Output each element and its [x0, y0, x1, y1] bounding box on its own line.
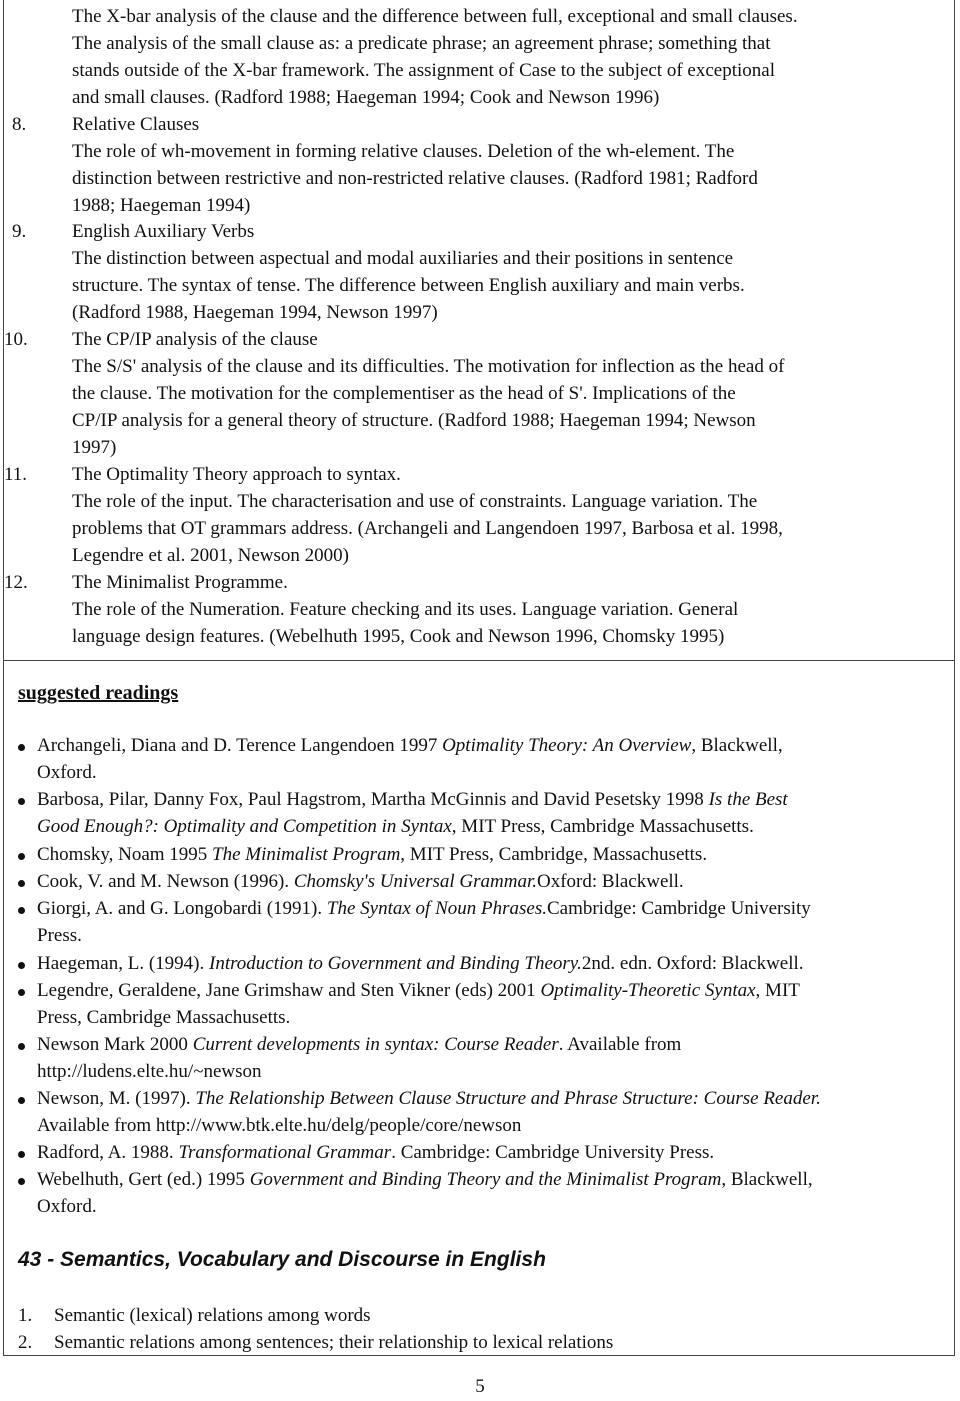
item-title: The CP/IP analysis of the clause [72, 329, 318, 350]
bullet-icon [18, 1151, 25, 1158]
item-title: Relative Clauses [72, 114, 200, 135]
text-line: The role of the input. The characterisation and use of constraints. Language variation. The [72, 490, 758, 512]
bullet-icon [18, 744, 25, 751]
text-line: problems that OT grammars address. (Archangeli and Langendoen 1997, Barbosa et al. 1998, [72, 517, 783, 539]
text-line: stands outside of the X-bar framework. The assignment of Case to the subject of exceptional [72, 59, 775, 81]
text-line: The role of wh-movement in forming relative clauses. Deletion of the wh-element. The [72, 140, 735, 162]
text-line: 1988; Haegeman 1994) [72, 194, 251, 216]
bullet-icon [18, 880, 25, 887]
readings-heading: suggested readings [18, 682, 179, 704]
topic-number: 1. [18, 1305, 33, 1326]
bullet-icon [18, 1097, 25, 1104]
text-line: The distinction between aspectual and modal auxiliaries and their positions in sentence [72, 247, 734, 269]
text-line: Legendre et al. 2001, Newson 2000) [72, 544, 350, 566]
text-line: The S/S' analysis of the clause and its difficulties. The motivation for inflection as the head of [72, 355, 785, 377]
text-line: the clause. The motivation for the complementiser as the head of S'. Implications of the [72, 382, 736, 404]
course-content-box [4, 0, 954, 661]
intro-paragraph [72, 4, 952, 112]
bullet-icon [18, 1178, 25, 1185]
text-line: The X-bar analysis of the clause and the difference between full, exceptional and small clauses. [72, 6, 798, 27]
item-title: The Optimality Theory approach to syntax. [72, 464, 401, 485]
text-line: CP/IP analysis for a general theory of structure. (Radford 1988; Haegeman 1994; Newson [72, 409, 756, 431]
topic-text: Semantic relations among sentences; their relationship to lexical relations [54, 1332, 614, 1353]
bullet-icon [18, 1043, 25, 1050]
text-line: distinction between restrictive and non-restricted relative clauses. (Radford 1981; Radford [72, 167, 758, 189]
text-line: language design features. (Webelhuth 1995, Cook and Newson 1996, Chomsky 1995) [72, 625, 725, 647]
item-number: 8. [12, 114, 27, 135]
course-heading: 43 - Semantics, Vocabulary and Discourse in English [18, 1248, 546, 1271]
bullet-icon [18, 962, 25, 969]
bullet-icon [18, 907, 25, 914]
item-title: English Auxiliary Verbs [72, 221, 255, 242]
text-line: The role of the Numeration. Feature checking and its uses. Language variation. General [72, 598, 739, 620]
page-frame: The X-bar analysis of the clause and the difference between full, exceptional and small clauses. The analysis of the small clause as: a predicate phrase; an agreement phrase; something that stands outside of the X-bar framework. The assignment of Case to the subject of exceptional and small clauses. (Radford 1988; Haegeman 1994; Cook and Newson 1996) 8. Relative Clauses The role of wh-movement in forming relative clauses. Deletion of the wh-element. The distinction between restrictive and non-restricted relative clauses. (Radford 1981; Radford 1988; Haegeman 1994) 9. English Auxiliary Verbs The distinction between aspectual and modal auxiliaries and their positions in sentence structure. The syntax of tense. The difference between English auxiliary and main verbs. (Radford 1988, Haegeman 1994, Newson 1997) 10. The CP/IP analysis of the clause The S/S' analysis of the clause and its difficulties. The motivation for inflection as the head of the clause. The motivation for the complementiser as the head of S'. Implications of the CP/IP analysis for a general theory of structure. (Radford 1988; Haegeman 1994; Newson 1997) 11. The Optimality Theory approach to syntax. The role of the input. The characterisation and use of constraints. Language variation. The problems that OT grammars address. (Archangeli and Langendoen 1997, Barbosa et al. 1998, Legendre et al. 2001, Newson 2000) 12. The Minimalist Programme. The role of the Numeration. Feature checking and its uses. Language variation. General language design features. (Webelhuth 1995, Cook and Newson 1996, Chomsky 1995) suggested readings Archangeli, Diana and D. Terence Langendoen 1997 Optimality Theory: An Overview, Blackwell, Oxford. Barbosa, Pilar, Danny Fox, Paul Hagstrom, Martha McGinnis and David Pesetsky 1998 Is the Best Good Enough?: Optimality and Competition in Syntax, MIT Press, Cambridge Massachusetts. Chomsky, Noam 1995 The Minimalist Program, MIT Press, Cambridge, Massachusetts. Cook, V. and M. Newson (1996). Chomsky's Universal Grammar.Oxford: Blackwell. Giorgi, A. and G. Longobardi (1991). The Syntax of Noun Phrases.Cambridge: Cambridge University Press. Haegeman, L. (1994). Introduction to Government and Binding Theory.2nd. edn. Oxford: Blackwell. Legendre, Geraldene, Jane Grimshaw and Sten Vikner (eds) 2001 Optimality-Theoretic Syntax, MIT Press, Cambridge Massachusetts. Newson Mark 2000 Current developments in syntax: Course Reader. Available from http://ludens.elte.hu/~newson Newson, M. (1997). The Relationship Between Clause Structure and Phrase Structure: Course Reader. Available from http://www.btk.elte.hu/delg/people/core/newson Radford, A. 1988. Transformational Grammar. Cambridge: Cambridge University Press. Webelhuth, Gert (ed.) 1995 Government and Binding Theory and the Minimalist Program, Blackwell, Oxford. 43 - Semantics, Vocabulary and Discourse in English 1. Semantic (lexical) relations among words 2. Semantic relations among sentences; their relationship to lexical relations [3, 0, 955, 1356]
item-number: 9. [12, 221, 27, 242]
item-title: The Minimalist Programme. [72, 572, 288, 593]
page-number: 5 [475, 1376, 485, 1397]
text-line: (Radford 1988, Haegeman 1994, Newson 1997) [72, 301, 438, 323]
text-line: and small clauses. (Radford 1988; Haegeman 1994; Cook and Newson 1996) [72, 86, 660, 108]
bullet-icon [18, 798, 25, 805]
bullet-icon [18, 989, 25, 996]
topic-number: 2. [18, 1332, 33, 1353]
item-number: 11. [4, 464, 28, 485]
text-line: The analysis of the small clause as: a predicate phrase; an agreement phrase; something that [72, 32, 771, 54]
item-number: 12. [4, 572, 28, 593]
item-number: 10. [4, 329, 28, 350]
topic-text: Semantic (lexical) relations among words [54, 1305, 371, 1326]
text-line: structure. The syntax of tense. The difference between English auxiliary and main verbs. [72, 274, 745, 296]
bullet-icon [18, 853, 25, 860]
text-line: 1997) [72, 436, 117, 458]
